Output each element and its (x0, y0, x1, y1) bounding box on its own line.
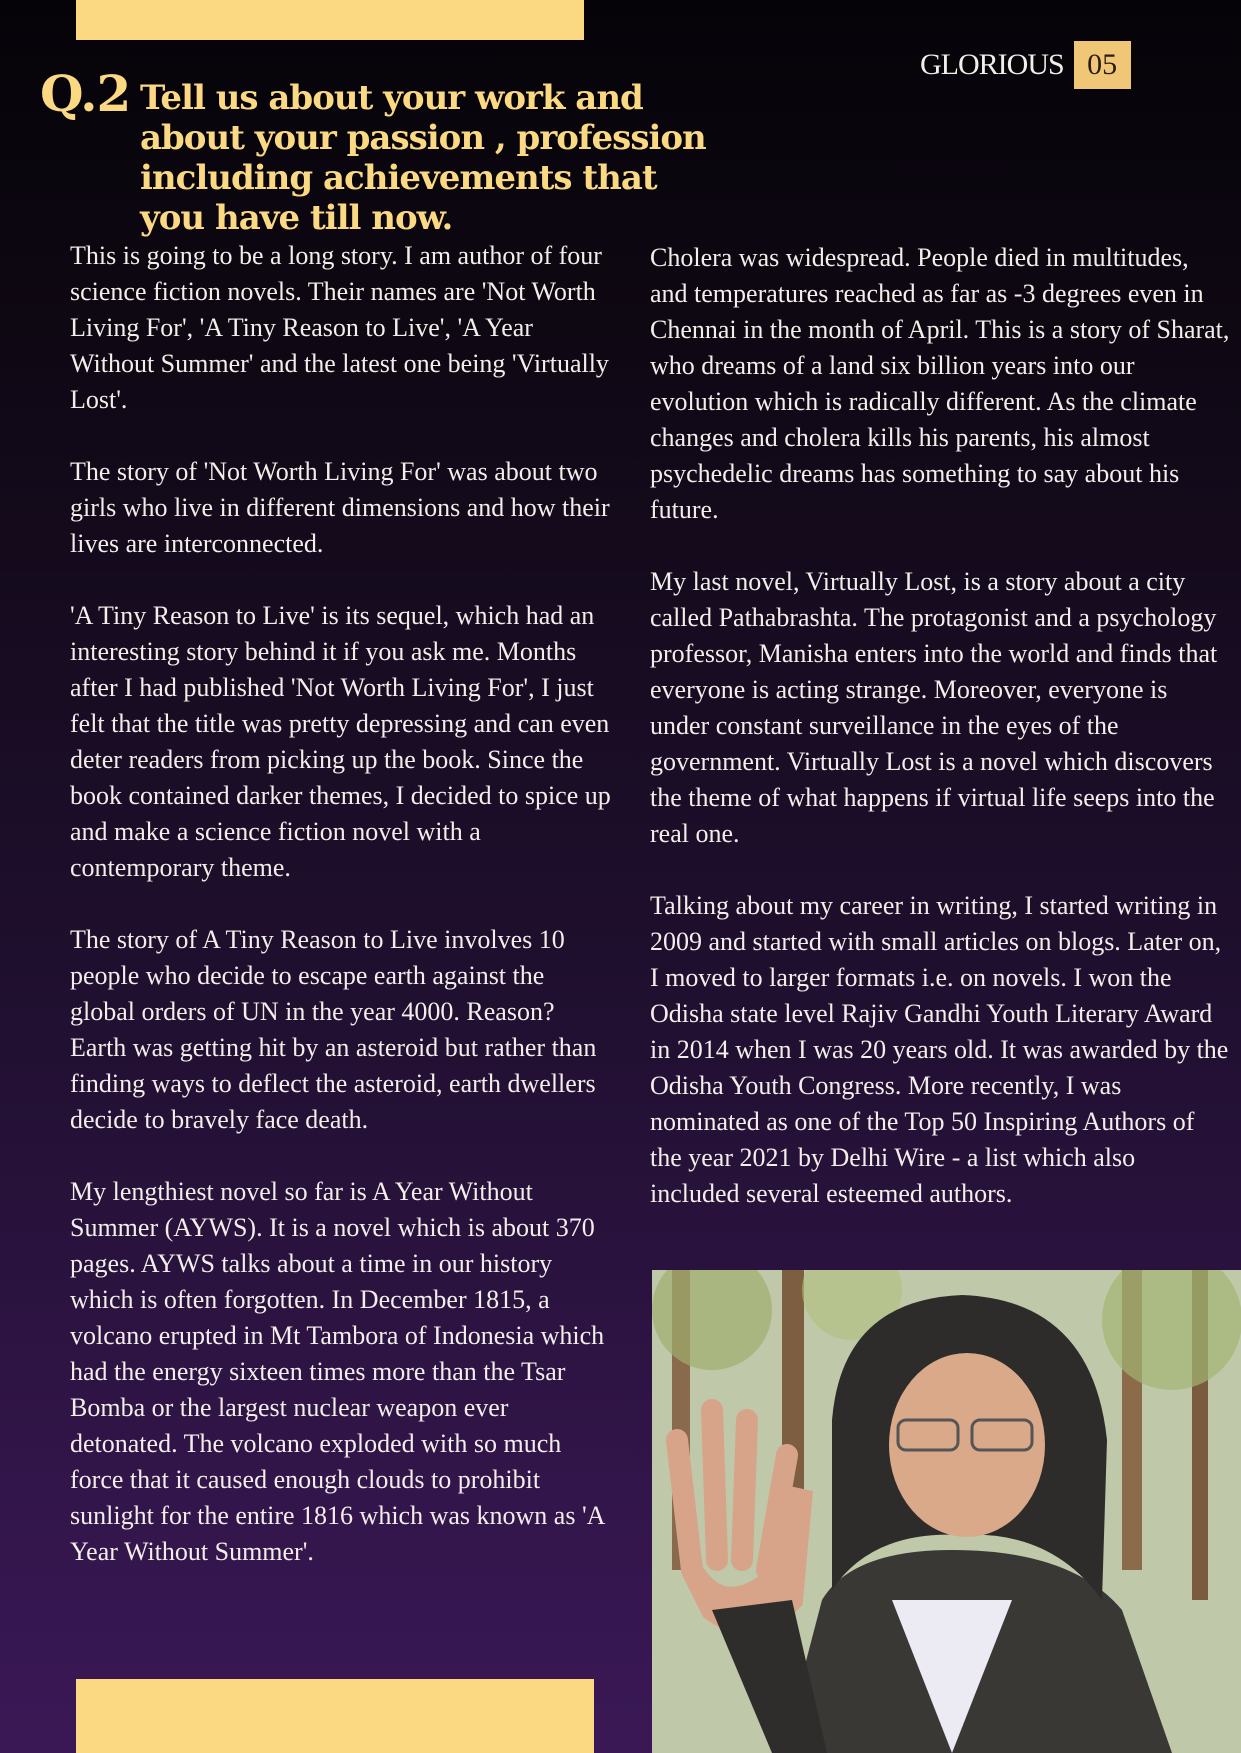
brand-logo: GLORIOUS (920, 48, 1064, 81)
paragraph: The story of A Tiny Reason to Live involves 10 people who decide to escape earth against the global orders of UN in the year 4000. Reason? Earth was getting hit by an asteroid but rather than finding ways to deflect the asteroid, earth dwellers decide to bravely face death. (70, 925, 597, 1134)
question-heading: Tell us about your work and about your passion , profession including achievements that you have till now. (140, 78, 706, 238)
paragraph: My last novel, Virtually Lost, is a story about a city called Pathabrashta. The protagonist and a psychology professor, Manisha enters into the world and finds that everyone is acting strange. Moreover, everyone is under constant surveillance in the eyes of the government. Virtually Lost is a novel which discovers the theme of what happens if virtual life seeps into the real one. (650, 567, 1218, 848)
bottom-accent-bar (76, 1679, 594, 1753)
question-number: Q.2 (40, 64, 131, 123)
author-photo (652, 1270, 1241, 1753)
paragraph: Talking about my career in writing, I started writing in 2009 and started with small articles on blogs. Later on, I moved to larger formats i.e. on novels. I won the Odisha state level Rajiv Gandhi Youth Literary Award in 2014 when I was 20 years old. It was awarded by the Odisha Youth Congress. More recently, I was nominated as one of the Top 50 Inspiring Authors of the year 2021 by Delhi Wire - a list which also included several esteemed authors. (650, 891, 1229, 1208)
page-number-badge: 05 (1074, 41, 1131, 89)
paragraph: The story of 'Not Worth Living For' was about two girls who live in different dimensions and how their lives are interconnected. (70, 457, 610, 558)
paragraph: My lengthiest novel so far is A Year Without Summer (AYWS). It is a novel which is about 370 pages. AYWS talks about a time in our history which is often forgotten. In December 1815, a volcano erupted in Mt Tambora of Indonesia which had the energy sixteen times more than the Tsar Bomba or the largest nuclear weapon ever detonated. The volcano exploded with so much force that it caused enough clouds to prohibit sunlight for the entire 1816 which was known as 'A Year Without Summer'. (70, 1177, 605, 1566)
paragraph: This is going to be a long story. I am author of four science fiction novels. Their names are 'Not Worth Living For', 'A Tiny Reason to Live', 'A Year Without Summer' and the latest one being 'Virtually Lost'. (70, 241, 609, 414)
masthead (920, 40, 1131, 90)
author-photo-illustration (652, 1270, 1241, 1753)
paragraph: Cholera was widespread. People died in multitudes, and temperatures reached as far as -3 degrees even in Chennai in the month of April. This is a story of Sharat, who dreams of a land six billion years into our evolution which is radically different. As the climate changes and cholera kills his parents, his almost psychedelic dreams has something to say about his future. (650, 243, 1230, 524)
left-column (70, 238, 615, 1606)
paragraph: 'A Tiny Reason to Live' is its sequel, which had an interesting story behind it if you ask me. Months after I had published 'Not Worth Living For', I just felt that the title was pretty depressing and can even deter readers from picking up the book. Since the book contained darker themes, I decided to spice up and make a science fiction novel with a contemporary theme. (70, 601, 611, 882)
top-accent-bar (76, 0, 584, 40)
right-column (650, 240, 1230, 1248)
